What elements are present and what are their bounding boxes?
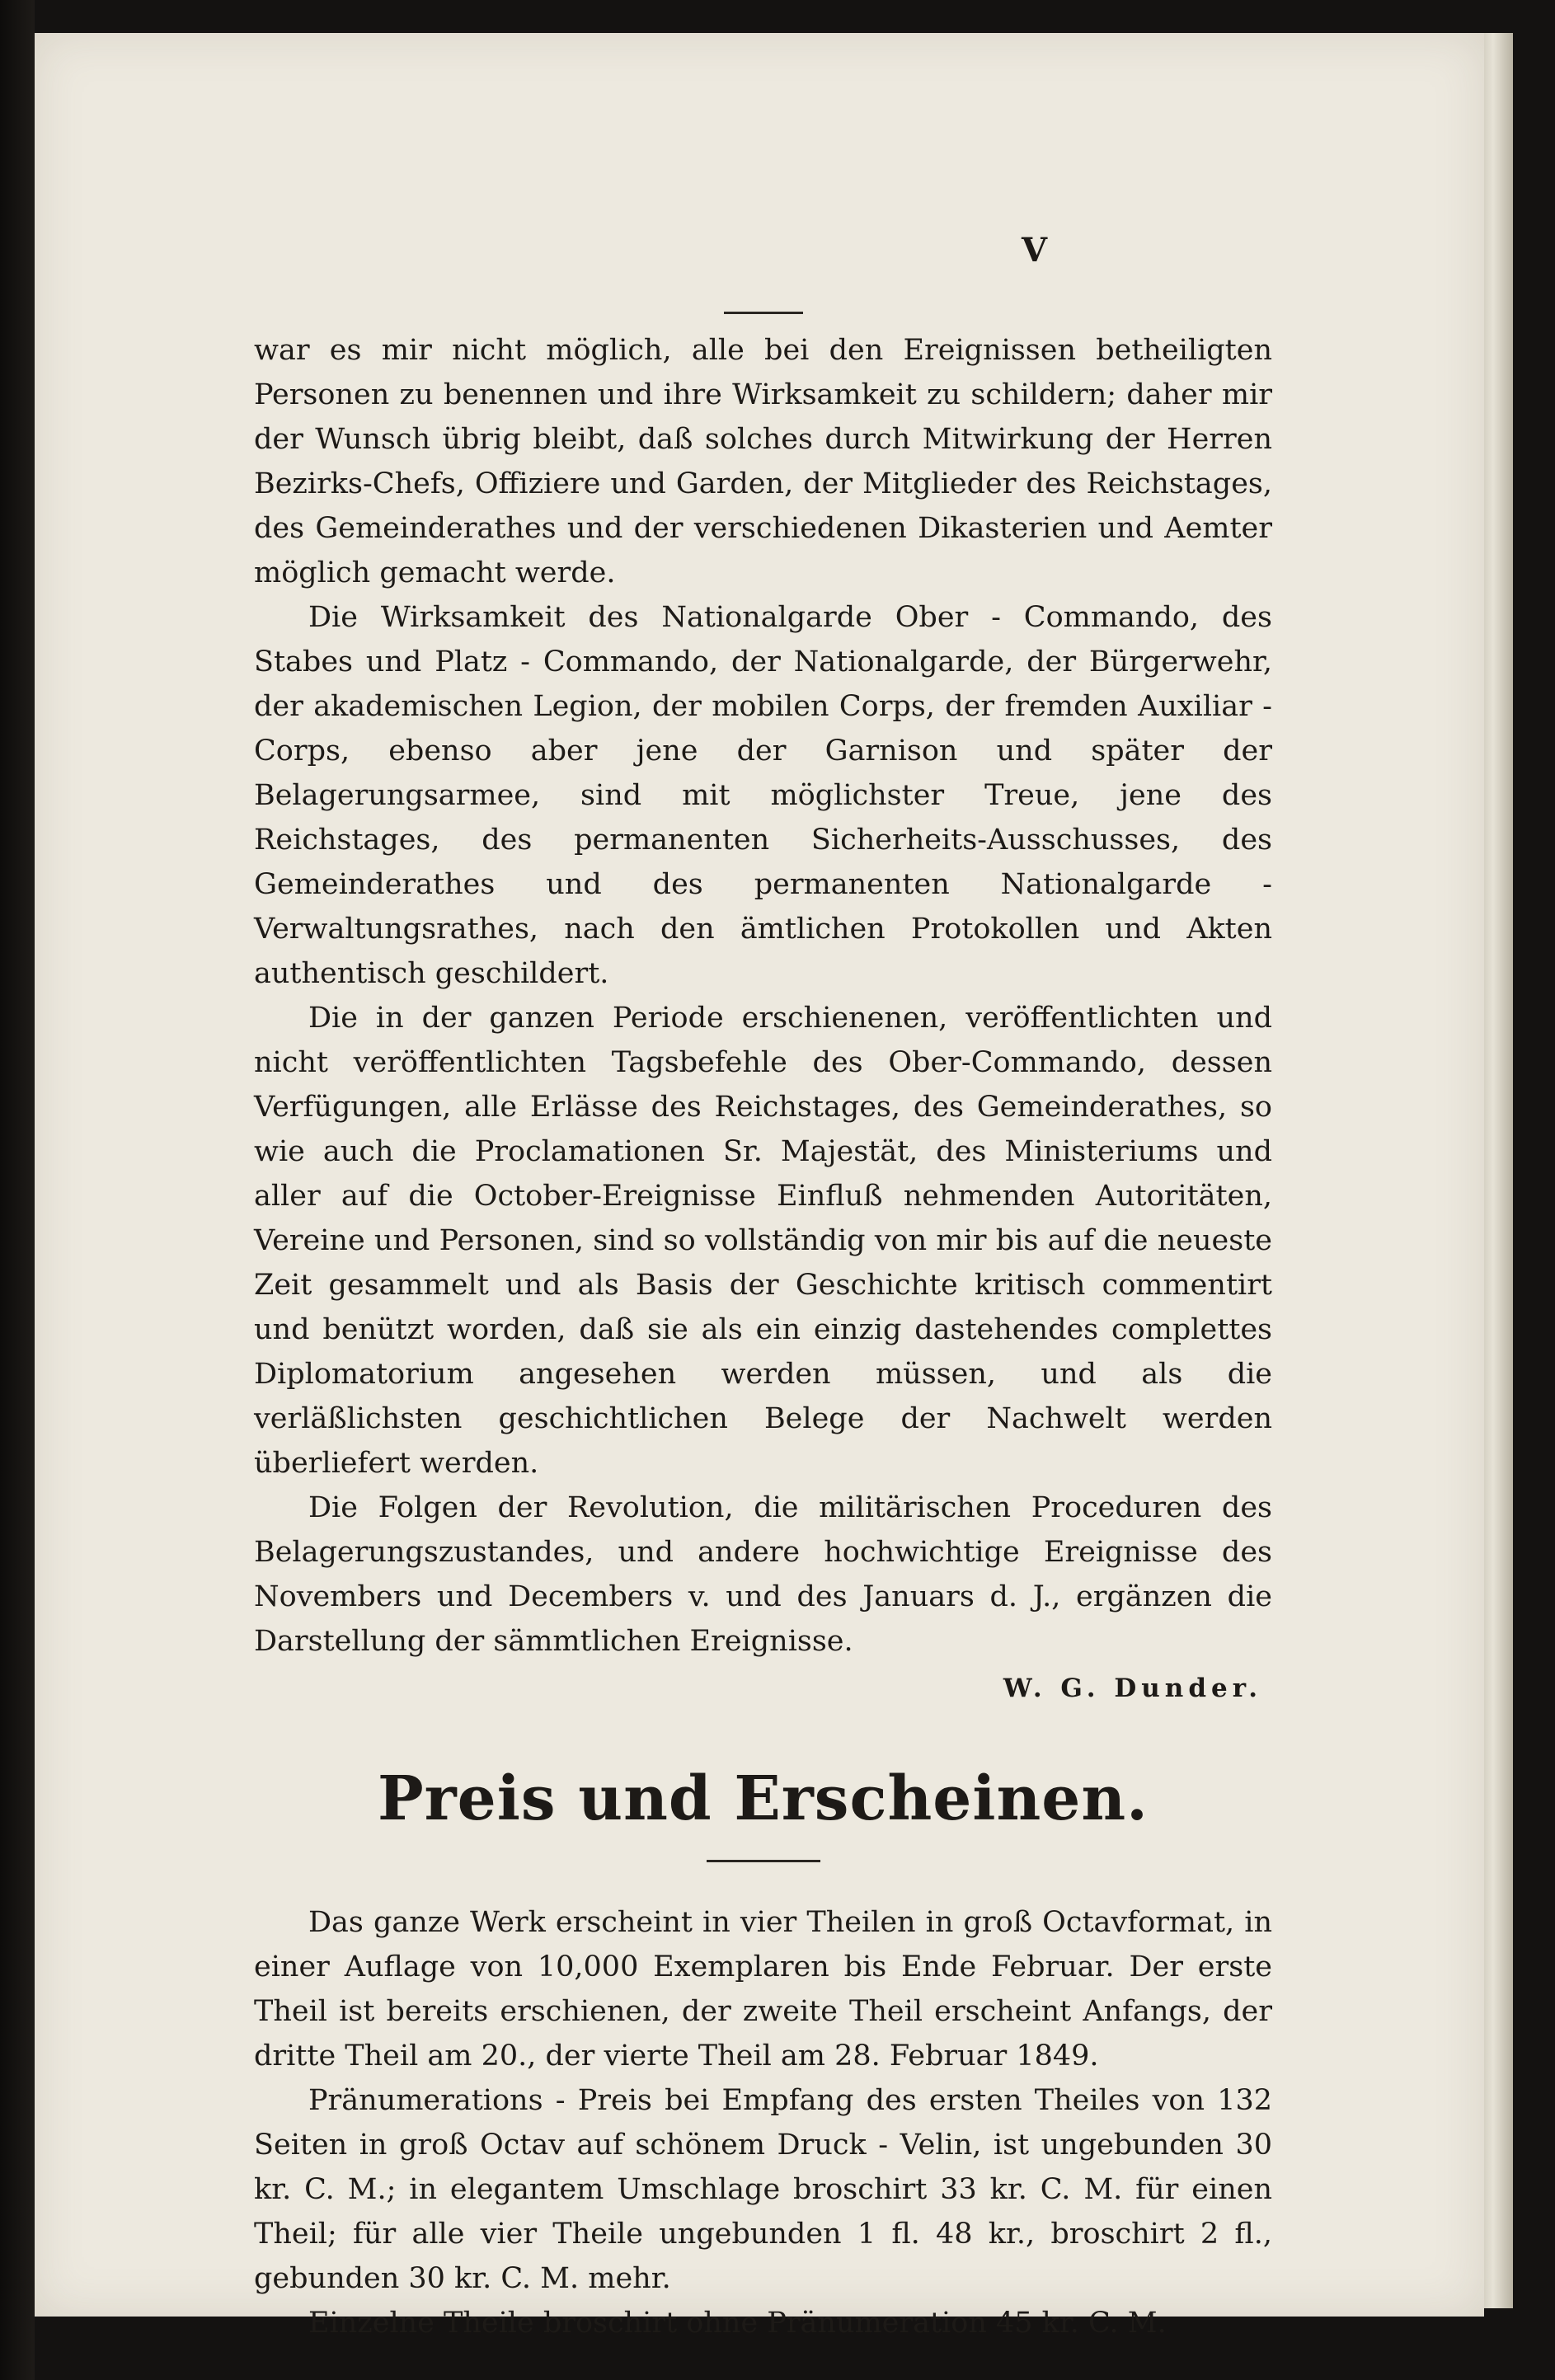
section-rule — [707, 1860, 820, 1862]
section-title: Preis und Erscheinen. — [378, 1763, 1149, 1834]
page-number: V — [1021, 231, 1050, 270]
scan-background-left — [0, 0, 35, 2380]
book-page — [35, 33, 1484, 2340]
header-rule — [724, 312, 803, 314]
paragraph-folgen: Die Folgen der Revolution, die militärischen Proceduren des Belagerungszustandes, und andere hochwichtige Ereignisse des Novembers und Decembers v. und des Januars d. J., ergänzen die Darstellung der sämmtlichen Ereignisse. — [254, 1491, 1272, 1658]
price-section — [254, 1900, 1272, 2345]
text-body — [254, 328, 1272, 2345]
paragraph-werk: Das ganze Werk erscheint in vier Theilen in groß Octavformat, in einer Auflage von 10,000 Exemplaren bis Ende Februar. Der erste Theil ist bereits erschienen, der zweite Theil erscheint Anfangs, der dritte Theil am 20., der vierte Theil am 28. Februar 1849. — [254, 1906, 1272, 2073]
paragraph-praenumeration: Pränumerations - Preis bei Empfang des ersten Theiles von 132 Seiten in groß Octav auf schönem Druck - Velin, ist ungebunden 30 kr. C. M.; in elegantem Umschlage broschirt 33 kr. C. M. für einen Theil; für alle vier Theile ungebunden 1 fl. 48 kr., broschirt 2 fl., gebunden 30 kr. C. M. mehr. — [254, 2084, 1272, 2295]
paragraph-continuation: war es mir nicht möglich, alle bei den Ereignissen betheiligten Personen zu benennen und ihre Wirksamkeit zu schildern; daher mir der Wunsch übrig bleibt, daß solches durch Mitwirkung der Herren Bezirks-Chefs, Offiziere und Garden, der Mitglieder des Reichstages, des Gemeinderathes und der verschiedenen Dikasterien und Aemter möglich gemacht werde. — [254, 334, 1272, 589]
paragraph-tagsbefehle: Die in der ganzen Periode erschienenen, veröffentlichten und nicht veröffentlichten Tagsbefehle des Ober-Commando, dessen Verfügungen, alle Erlässe des Reichstages, des Gemeinderathes, so wie auch die Proclamationen Sr. Majestät, des Ministeriums und aller auf die October-Ereignisse Einfluß nehmenden Autoritäten, Vereine und Personen, sind so vollständig von mir bis auf die neueste Zeit gesammelt und als Basis der Geschichte kritisch commentirt und benützt worden, daß sie als ein einzig dastehendes complettes Diplomatorium angesehen werden müssen, und als die verläßlichsten geschichtlichen Belege der Nachwelt werden überliefert werden. — [254, 1002, 1272, 1480]
page-edge — [1480, 33, 1513, 2308]
paragraph-wirksamkeit: Die Wirksamkeit des Nationalgarde Ober - Commando, des Stabes und Platz - Commando, der Nationalgarde, der Bürgerwehr, der akademischen Legion, der mobilen Corps, der fremden Auxiliar - Corps, ebenso aber jene der Garnison und später der Belagerungsarmee, sind mit möglichster Treue, jene des Reichstages, des permanenten Sicherheits-Ausschusses, des Gemeinderathes und des permanenten Nationalgarde - Verwaltungsrathes, nach den ämtlichen Protokollen und Akten authentisch geschildert. — [254, 601, 1272, 990]
author-signature: W. G. Dunder. — [1003, 1674, 1262, 1703]
paragraph-einzelne: Einzelne Theile broschirt ohne Pränumeration 45 kr. C. M. — [308, 2307, 1167, 2340]
